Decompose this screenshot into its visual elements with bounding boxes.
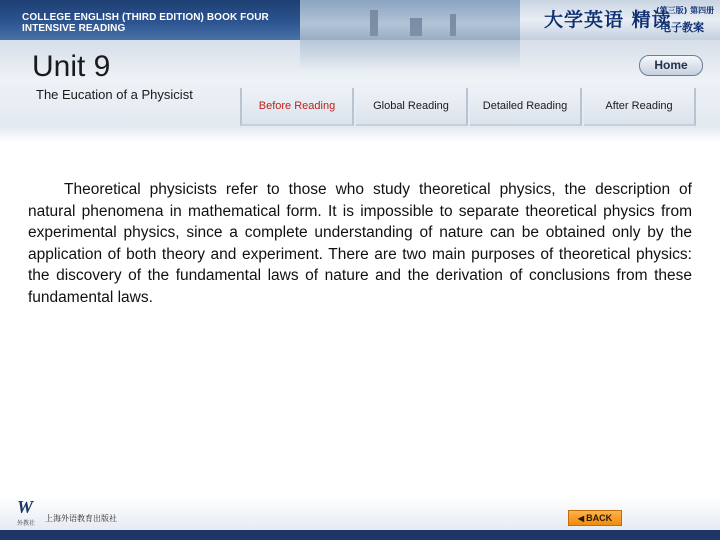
brand-subtitle: 电子教案 bbox=[660, 21, 704, 34]
unit-subtitle: The Eucation of a Physicist bbox=[36, 87, 193, 102]
tab-after-reading[interactable]: After Reading bbox=[584, 88, 696, 126]
header-shadow bbox=[0, 128, 720, 142]
section-tabs bbox=[240, 88, 698, 128]
reading-passage: Theoretical physicists refer to those who study theoretical physics, the description of natural phenomena in mathematical form. It is impossible to separate theoretical physics from experimental physics, since a complete understanding of nature can be obtained only by the application of both theory and experiment. There are two main purposes of theoretical physics: the discovery of the fundamental laws of nature and the derivation of conclusions from these fundamental laws. bbox=[28, 181, 692, 306]
course-title-line2: INTENSIVE READING bbox=[22, 23, 126, 34]
tower-shape bbox=[450, 14, 456, 36]
tab-before-reading[interactable]: Before Reading bbox=[240, 88, 354, 126]
brand-title: 大学英语 精读 bbox=[544, 9, 672, 31]
publisher-logo: W bbox=[17, 497, 34, 517]
logo-caption: 外教社 bbox=[17, 520, 36, 527]
footer-bar bbox=[0, 530, 720, 540]
back-arrow-icon: ◀ bbox=[577, 514, 585, 523]
unit-title: Unit 9 bbox=[32, 50, 111, 83]
back-button[interactable] bbox=[568, 510, 622, 526]
back-button-label: BACK bbox=[586, 513, 613, 523]
course-title-line1: COLLEGE ENGLISH (THIRD EDITION) BOOK FOUR bbox=[22, 12, 269, 23]
home-button[interactable]: Home bbox=[639, 55, 703, 76]
tower-shape bbox=[370, 10, 378, 36]
publisher-name: 上海外语教育出版社 bbox=[45, 514, 117, 523]
tab-detailed-reading[interactable]: Detailed Reading bbox=[470, 88, 582, 126]
tab-global-reading[interactable]: Global Reading bbox=[356, 88, 468, 126]
tower-shape bbox=[410, 18, 422, 36]
banner-photo bbox=[300, 0, 520, 40]
brand-edition: (第三版) 第四册 bbox=[656, 6, 715, 15]
photo-reflection bbox=[300, 40, 520, 70]
